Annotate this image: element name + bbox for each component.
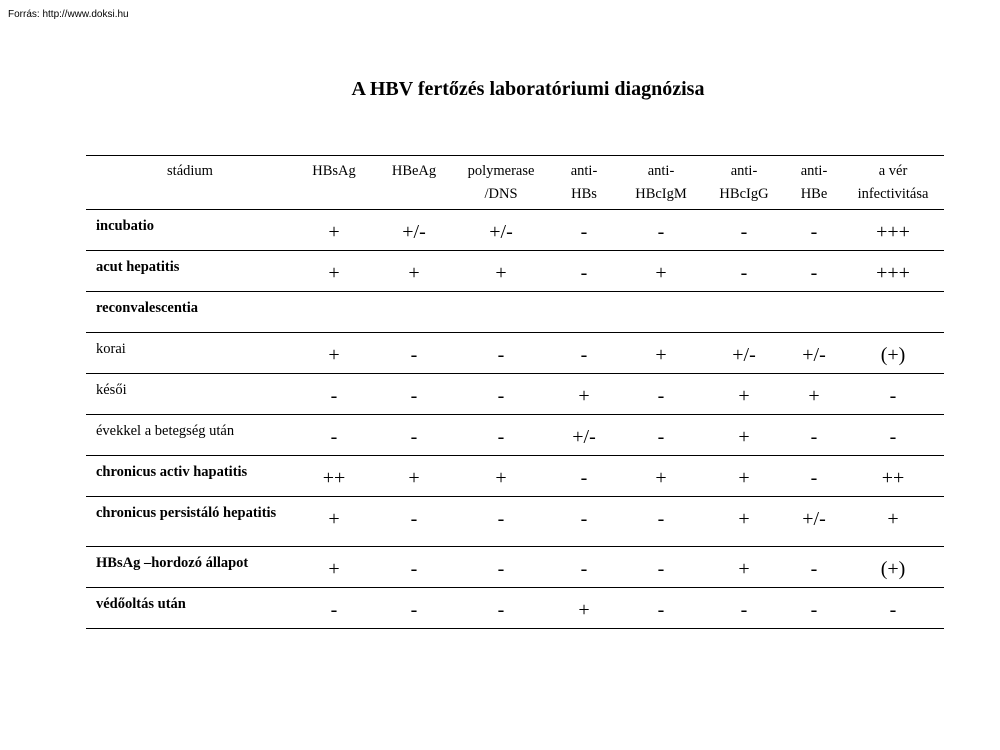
column-header-line: polymerase [467, 163, 535, 179]
marker-cell: - [548, 210, 620, 251]
marker-cell: - [374, 333, 454, 374]
page-title: A HBV fertőzés laboratóriumi diagnózisa [351, 78, 705, 100]
marker-cell: - [548, 251, 620, 292]
marker-cell: - [374, 415, 454, 456]
marker-cell: - [620, 588, 702, 629]
marker-cell: - [786, 415, 842, 456]
marker-cell: - [374, 588, 454, 629]
column-header-stage [86, 156, 294, 210]
marker-cell: - [620, 547, 702, 588]
table-row [86, 456, 944, 497]
marker-cell: - [454, 588, 548, 629]
table-row [86, 374, 944, 415]
marker-cell: - [842, 374, 944, 415]
table-row [86, 251, 944, 292]
table-row [86, 547, 944, 588]
column-header-line: anti- [730, 163, 758, 179]
marker-cell [620, 292, 702, 333]
marker-cell: + [702, 374, 786, 415]
marker-cell: - [786, 210, 842, 251]
marker-cell: - [702, 210, 786, 251]
marker-cell: + [842, 497, 944, 547]
table-row [86, 292, 944, 333]
marker-cell: - [620, 374, 702, 415]
table-row [86, 415, 944, 456]
marker-cell: - [374, 374, 454, 415]
column-header [454, 156, 548, 210]
marker-cell: - [294, 415, 374, 456]
marker-cell: - [374, 497, 454, 547]
marker-cell: - [374, 547, 454, 588]
marker-cell: + [620, 251, 702, 292]
marker-cell: + [454, 251, 548, 292]
table-row [86, 333, 944, 374]
marker-cell: + [294, 497, 374, 547]
stage-cell: évekkel a betegség után [86, 415, 294, 456]
marker-cell: + [374, 251, 454, 292]
marker-cell: (+) [842, 333, 944, 374]
marker-cell: - [786, 547, 842, 588]
marker-cell: + [702, 497, 786, 547]
marker-cell [702, 292, 786, 333]
marker-cell: + [454, 456, 548, 497]
marker-cell: + [294, 333, 374, 374]
column-header [548, 156, 620, 210]
column-header [786, 156, 842, 210]
marker-cell: - [620, 497, 702, 547]
column-header-line: stádium [167, 163, 213, 179]
table-body [86, 210, 944, 629]
marker-cell: + [294, 547, 374, 588]
hbv-diagnosis-table [86, 155, 944, 629]
marker-cell: + [548, 588, 620, 629]
column-header-line: HBcIgM [635, 186, 687, 202]
stage-cell: reconvalescentia [86, 292, 294, 333]
marker-cell: - [702, 251, 786, 292]
stage-cell: késői [86, 374, 294, 415]
stage-cell: chronicus persistáló hepatitis [86, 497, 294, 547]
marker-cell: + [294, 251, 374, 292]
column-header-line: HBeAg [391, 163, 437, 179]
marker-cell: - [548, 497, 620, 547]
marker-cell: - [702, 588, 786, 629]
marker-cell: - [454, 497, 548, 547]
stage-cell: incubatio [86, 210, 294, 251]
table-header-row [86, 156, 944, 210]
stage-cell: védőoltás után [86, 588, 294, 629]
marker-cell: +++ [842, 210, 944, 251]
marker-cell: - [294, 374, 374, 415]
table-row [86, 210, 944, 251]
source-note: Forrás: http://www.doksi.hu [8, 9, 129, 20]
marker-cell: - [454, 333, 548, 374]
marker-cell: - [786, 456, 842, 497]
column-header-line: anti- [570, 163, 598, 179]
table-row [86, 588, 944, 629]
marker-cell [374, 292, 454, 333]
column-header [374, 156, 454, 210]
marker-cell: +/- [548, 415, 620, 456]
marker-cell: + [702, 456, 786, 497]
marker-cell: + [702, 547, 786, 588]
marker-cell: + [786, 374, 842, 415]
marker-cell: - [548, 333, 620, 374]
marker-cell: - [786, 251, 842, 292]
column-header [620, 156, 702, 210]
marker-cell: +/- [374, 210, 454, 251]
marker-cell: - [548, 456, 620, 497]
marker-cell: +++ [842, 251, 944, 292]
marker-cell [786, 292, 842, 333]
marker-cell [294, 292, 374, 333]
column-header-line: HBsAg [312, 163, 356, 179]
column-header-line: infectivitása [857, 186, 929, 202]
marker-cell: + [620, 333, 702, 374]
marker-cell [454, 292, 548, 333]
stage-cell: chronicus activ hapatitis [86, 456, 294, 497]
column-header [842, 156, 944, 210]
marker-cell: +/- [702, 333, 786, 374]
column-header-line: /DNS [484, 186, 518, 202]
marker-cell: - [620, 210, 702, 251]
marker-cell: ++ [842, 456, 944, 497]
marker-cell: - [842, 415, 944, 456]
marker-cell [548, 292, 620, 333]
column-header-line: HBcIgG [719, 186, 769, 202]
column-header-line: anti- [647, 163, 675, 179]
marker-cell: + [702, 415, 786, 456]
stage-cell: acut hepatitis [86, 251, 294, 292]
column-header [294, 156, 374, 210]
marker-cell: - [548, 547, 620, 588]
marker-cell: +/- [786, 497, 842, 547]
marker-cell: + [374, 456, 454, 497]
marker-cell: - [454, 374, 548, 415]
marker-cell: - [454, 547, 548, 588]
column-header-line: HBe [800, 186, 828, 202]
marker-cell: - [620, 415, 702, 456]
stage-cell: HBsAg –hordozó állapot [86, 547, 294, 588]
marker-cell: +/- [454, 210, 548, 251]
stage-cell: korai [86, 333, 294, 374]
marker-cell: + [620, 456, 702, 497]
column-header-line: a vér [878, 163, 908, 179]
marker-cell: - [786, 588, 842, 629]
marker-cell: - [454, 415, 548, 456]
column-header-line: HBs [571, 186, 597, 202]
column-header-line: anti- [800, 163, 828, 179]
marker-cell: - [842, 588, 944, 629]
marker-cell: + [548, 374, 620, 415]
marker-cell: - [294, 588, 374, 629]
marker-cell: ++ [294, 456, 374, 497]
marker-cell [842, 292, 944, 333]
column-header [702, 156, 786, 210]
marker-cell: +/- [786, 333, 842, 374]
marker-cell: + [294, 210, 374, 251]
table-row [86, 497, 944, 547]
marker-cell: (+) [842, 547, 944, 588]
